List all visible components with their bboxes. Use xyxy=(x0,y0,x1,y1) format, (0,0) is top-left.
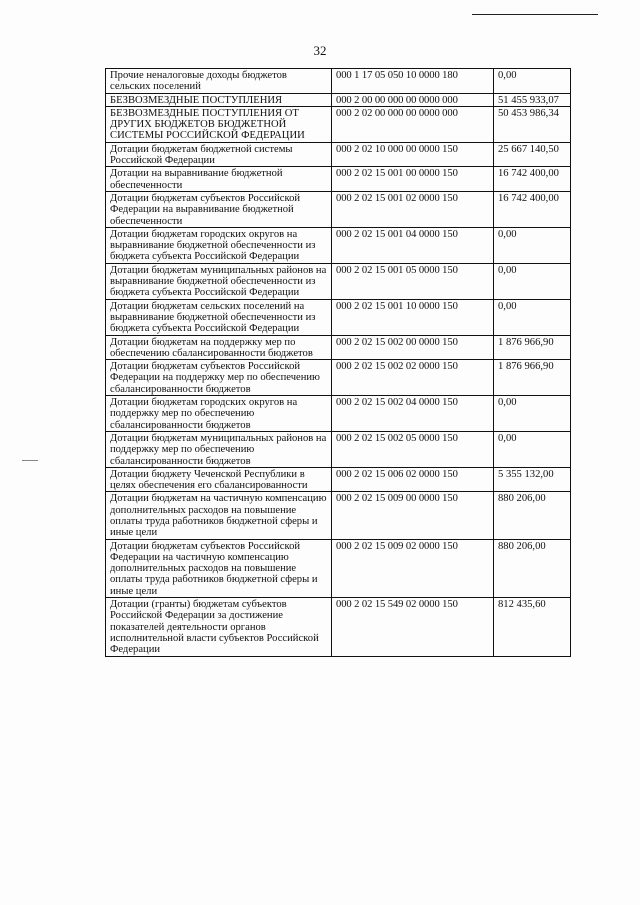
row-code: 000 2 02 15 001 05 0000 150 xyxy=(332,263,494,299)
row-name: Дотации бюджетам сельских поселений на выравнивание бюджетной обеспеченности из бюджета субъекта Российской Федерации xyxy=(106,299,332,335)
page-number: 32 xyxy=(313,43,327,58)
row-code: 000 2 02 10 000 00 0000 150 xyxy=(332,142,494,167)
row-amount: 1 876 966,90 xyxy=(494,360,571,396)
row-code: 000 2 02 00 000 00 0000 000 xyxy=(332,106,494,142)
row-code: 000 2 02 15 001 04 0000 150 xyxy=(332,227,494,263)
table-row xyxy=(106,263,571,299)
row-name: Дотации на выравнивание бюджетной обеспеченности xyxy=(106,167,332,192)
row-amount: 880 206,00 xyxy=(494,539,571,597)
row-code: 000 2 02 15 002 05 0000 150 xyxy=(332,431,494,467)
row-code: 000 2 02 15 001 02 0000 150 xyxy=(332,191,494,227)
margin-mark xyxy=(22,460,38,461)
row-name: Дотации бюджетам субъектов Российской Федерации на поддержку мер по обеспечению сбалансированности бюджетов xyxy=(106,360,332,396)
row-name: БЕЗВОЗМЕЗДНЫЕ ПОСТУПЛЕНИЯ ОТ ДРУГИХ БЮДЖЕТОВ БЮДЖЕТНОЙ СИСТЕМЫ РОССИЙСКОЙ ФЕДЕРАЦИИ xyxy=(106,106,332,142)
row-amount: 0,00 xyxy=(494,263,571,299)
row-name: Дотации бюджетам муниципальных районов на выравнивание бюджетной обеспеченности из бюджета субъекта Российской Федерации xyxy=(106,263,332,299)
header-rule xyxy=(472,14,598,15)
row-code: 000 2 02 15 009 00 0000 150 xyxy=(332,492,494,539)
row-name: Дотации бюджетам субъектов Российской Федерации на частичную компенсацию дополнительных расходов на повышение оплаты труда работников бюджетной сферы и иные цели xyxy=(106,539,332,597)
row-amount: 0,00 xyxy=(494,396,571,432)
row-code: 000 2 02 15 002 02 0000 150 xyxy=(332,360,494,396)
row-name: Дотации бюджетам муниципальных районов на поддержку мер по обеспечению сбалансированности бюджетов xyxy=(106,431,332,467)
row-amount: 16 742 400,00 xyxy=(494,167,571,192)
row-name: Дотации бюджетам на поддержку мер по обеспечению сбалансированности бюджетов xyxy=(106,335,332,360)
row-amount: 50 453 986,34 xyxy=(494,106,571,142)
table-row xyxy=(106,142,571,167)
table-row xyxy=(106,227,571,263)
row-amount: 0,00 xyxy=(494,431,571,467)
row-code: 000 2 02 15 002 00 0000 150 xyxy=(332,335,494,360)
budget-table xyxy=(105,68,571,657)
row-name: Дотации бюджетам городских округов на выравнивание бюджетной обеспеченности из бюджета субъекта Российской Федерации xyxy=(106,227,332,263)
row-code: 000 2 00 00 000 00 0000 000 xyxy=(332,93,494,106)
row-amount: 880 206,00 xyxy=(494,492,571,539)
row-amount: 5 355 132,00 xyxy=(494,467,571,492)
row-amount: 1 876 966,90 xyxy=(494,335,571,360)
table-row xyxy=(106,167,571,192)
row-name: Прочие неналоговые доходы бюджетов сельских поселений xyxy=(106,69,332,94)
table-row xyxy=(106,539,571,597)
table-row xyxy=(106,431,571,467)
row-name: Дотации (гранты) бюджетам субъектов Российской Федерации за достижение показателей деятельности органов исполнительной власти субъектов Российской Федерации xyxy=(106,598,332,656)
table-row xyxy=(106,106,571,142)
table-row xyxy=(106,299,571,335)
row-amount: 25 667 140,50 xyxy=(494,142,571,167)
row-code: 000 2 02 15 001 10 0000 150 xyxy=(332,299,494,335)
table-row xyxy=(106,69,571,94)
table-row xyxy=(106,467,571,492)
table-row xyxy=(106,396,571,432)
table-row xyxy=(106,360,571,396)
row-amount: 51 455 933,07 xyxy=(494,93,571,106)
row-amount: 16 742 400,00 xyxy=(494,191,571,227)
row-amount: 0,00 xyxy=(494,69,571,94)
table-row xyxy=(106,492,571,539)
table-row xyxy=(106,93,571,106)
row-code: 000 2 02 15 009 02 0000 150 xyxy=(332,539,494,597)
table-row xyxy=(106,335,571,360)
row-code: 000 1 17 05 050 10 0000 180 xyxy=(332,69,494,94)
row-code: 000 2 02 15 002 04 0000 150 xyxy=(332,396,494,432)
row-name: Дотации бюджетам на частичную компенсацию дополнительных расходов на повышение оплаты труда работников бюджетной сферы и иные цели xyxy=(106,492,332,539)
row-amount: 0,00 xyxy=(494,227,571,263)
row-name: Дотации бюджетам субъектов Российской Федерации на выравнивание бюджетной обеспеченности xyxy=(106,191,332,227)
row-amount: 812 435,60 xyxy=(494,598,571,656)
row-amount: 0,00 xyxy=(494,299,571,335)
row-code: 000 2 02 15 001 00 0000 150 xyxy=(332,167,494,192)
row-name: Дотации бюджетам городских округов на поддержку мер по обеспечению сбалансированности бюджетов xyxy=(106,396,332,432)
row-name: БЕЗВОЗМЕЗДНЫЕ ПОСТУПЛЕНИЯ xyxy=(106,93,332,106)
table-row xyxy=(106,598,571,656)
row-name: Дотации бюджетам бюджетной системы Российской Федерации xyxy=(106,142,332,167)
row-code: 000 2 02 15 549 02 0000 150 xyxy=(332,598,494,656)
table-row xyxy=(106,191,571,227)
row-code: 000 2 02 15 006 02 0000 150 xyxy=(332,467,494,492)
row-name: Дотации бюджету Чеченской Республики в целях обеспечения его сбалансированности xyxy=(106,467,332,492)
